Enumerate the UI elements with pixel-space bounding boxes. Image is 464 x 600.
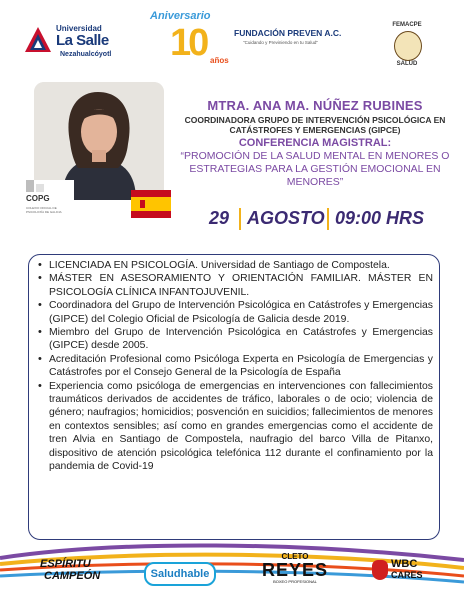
- wbc-cares-logo: [372, 558, 432, 588]
- cleto-reyes-logo: [262, 552, 328, 584]
- date-month: AGOSTO: [247, 208, 325, 228]
- reyes-main: REYES: [262, 560, 329, 580]
- credentials-list: [29, 255, 439, 474]
- copg-logo: [22, 180, 74, 228]
- anniversary-years: años: [210, 56, 229, 65]
- lasalle-name: La Salle: [56, 32, 109, 49]
- copg-full: COLEXIO OFICIAL DE PSICOLOXÍA DE GALICIA: [26, 206, 62, 214]
- espiritu-line2: CAMPEÓN: [44, 570, 101, 582]
- credentials-box: [28, 254, 440, 540]
- espiritu-line1: ESPÍRITU: [40, 558, 91, 570]
- anniversary-word: Aniversario: [150, 10, 211, 22]
- saludhable-logo: Saludhable: [144, 562, 216, 586]
- credential-item: • Miembro del Grupo de Intervención Psicológica en Catástrofes y Emergencias (GIPCE) desde 2005.: [49, 326, 433, 353]
- foundation-slogan: "Cuidando y Previniendo en tu Salud": [243, 40, 318, 45]
- reyes-top: CLETO: [281, 552, 309, 561]
- footer-sponsors: [0, 548, 464, 600]
- wbc-bottom: CARES: [391, 570, 423, 580]
- boxing-glove-icon: [372, 560, 388, 580]
- anniversary-number: 10: [170, 22, 207, 64]
- credential-item: • MÁSTER EN ASESORAMIENTO Y ORIENTACIÓN FAMILIAR. MÁSTER EN PSICOLOGÍA CLÍNICA INFANTOJUVENIL.: [49, 272, 433, 299]
- date-separator: [327, 208, 329, 230]
- credential-item: • Coordinadora del Grupo de Intervención Psicológica en Catástrofes y Emergencias (GIPCE) del Colegio Oficial de Psicología de Galicia desde 2019.: [49, 299, 433, 326]
- lasalle-star-icon: [24, 26, 52, 54]
- femacpe-bottom: SALUD: [396, 61, 418, 67]
- lasalle-logo: [24, 22, 134, 62]
- conference-topic: “PROMOCIÓN DE LA SALUD MENTAL EN MENORES O ESTRATEGIAS PARA LA GESTIÓN EMOCIONAL EN MENORES”: [180, 150, 450, 188]
- credential-item: • LICENCIADA EN PSICOLOGÍA. Universidad de Santiago de Compostela.: [49, 259, 433, 272]
- date-separator: [239, 208, 241, 230]
- espiritu-campeon-logo: [40, 558, 100, 582]
- date-time: 09:00 HRS: [335, 208, 425, 228]
- event-date: [205, 208, 435, 230]
- reyes-sub: BOXEO PROFESIONAL: [273, 579, 317, 584]
- femacpe-logo: [390, 22, 424, 70]
- credential-item: • Acreditación Profesional como Psicóloga Experta en Psicología de Emergencias y Catástrofes por el Consejo General de la Psicología de España: [49, 353, 433, 380]
- conference-label: CONFERENCIA MAGISTRAL:: [238, 137, 392, 149]
- speaker-role: COORDINADORA GRUPO DE INTERVENCIÓN PSICOLÓGICA EN CATÁSTROFES Y EMERGENCIAS (GIPCE): [184, 115, 446, 135]
- credential-item: • Experiencia como psicóloga de emergencias en intervenciones con fallecimientos traumáticos derivados de accidentes de tráfico, laborales o de ocio; violencia de género; naufragios; homicidios; posvención en suicidios; fallecimientos de menores en contextos sensibles; así como en grandes emergencias como el accidente de tren Alvia en Santiago de Compostela, naufragio del barco Villa de Pitanxo, dispositivo de atención psicológica telefónica 112 durante el confinamiento por la pandemia de Covid-19: [49, 380, 433, 474]
- lasalle-campus: Nezahualcóyotl: [60, 51, 112, 58]
- speaker-info: [180, 98, 450, 189]
- copg-acronym: COPG: [26, 194, 50, 203]
- date-day: 29: [209, 208, 230, 228]
- spain-flag-icon: [131, 190, 171, 218]
- anniversary-logo: [150, 10, 245, 70]
- speaker-name: MTRA. ANA MA. NÚÑEZ RUBINES: [207, 98, 423, 113]
- header: [0, 0, 464, 80]
- wbc-top: WBC: [391, 558, 418, 570]
- lasalle-university: Universidad: [56, 24, 102, 33]
- copg-mark-icon: [26, 180, 46, 194]
- foundation-name: FUNDACIÓN PREVEN A.C.: [234, 28, 342, 38]
- femacpe-seal-icon: [394, 31, 422, 61]
- femacpe-top: FEMACPE: [392, 22, 422, 28]
